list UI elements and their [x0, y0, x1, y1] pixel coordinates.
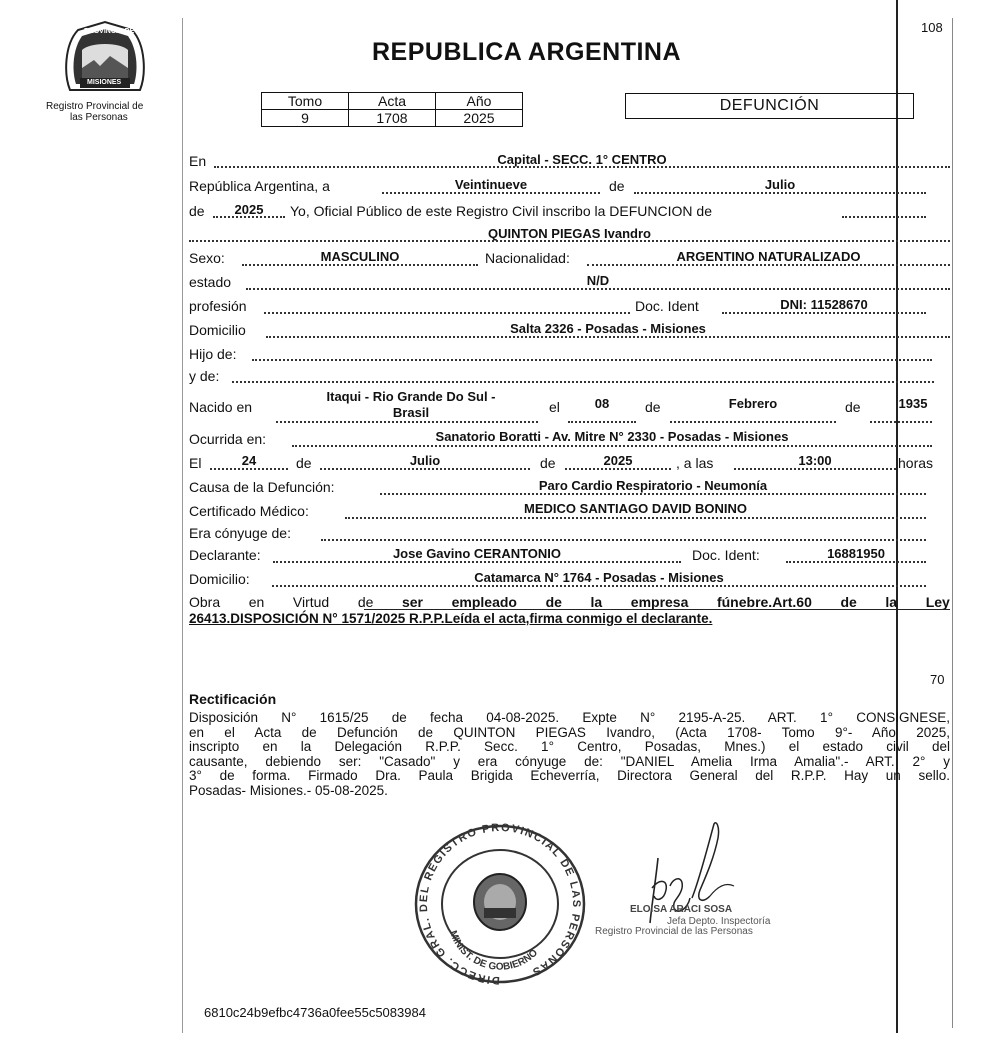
obra-word: Obra [189, 594, 221, 610]
stamp-inner-text: MINIST. DE GOBIERNO [447, 929, 541, 973]
estado-line [246, 288, 950, 290]
table-value-acta: 1708 [349, 110, 436, 127]
death-year-line [565, 468, 671, 470]
causa-value: Paro Cardio Respiratorio - Neumonía [538, 478, 768, 493]
doc-ident-label: Doc. Ident [635, 298, 699, 314]
rectificacion-line: 3° de forma. Firmado Dra. Paula Brigida Echeverría, Directora General del R.P.P. Hay un sello. [189, 768, 950, 784]
estado-label: estado [189, 274, 232, 290]
province-seal-logo [60, 20, 150, 96]
table-value-anio: 2025 [436, 110, 523, 127]
rectificacion-line: causante, debiendo ser: "Casado" y era cónyuge de: "DANIEL Amelia Irma Amalia".- ART. 2° y [189, 753, 950, 769]
obra-bold-word: ser [401, 594, 424, 610]
certificado-value: MEDICO SANTIAGO DAVID BONINO [524, 501, 747, 516]
month-line [634, 192, 926, 194]
causa-label: Causa de la Defunción: [189, 479, 335, 495]
obra-bold-word: empresa [630, 594, 689, 610]
nacido-label: Nacido en [189, 399, 253, 415]
death-time-line [734, 468, 896, 470]
domicilio-value-2: Catamarca N° 1764 - Posadas - Misiones [474, 570, 724, 585]
left-margin-line [182, 18, 183, 1033]
signer-org: Registro Provincial de las Personas [595, 926, 753, 937]
month-value: Julio [764, 177, 796, 192]
birth-day-value: 08 [594, 396, 610, 411]
year-value: 2025 [234, 202, 264, 217]
birth-month-value: Febrero [728, 396, 778, 411]
sexo-line [242, 264, 478, 266]
official-stamp [410, 822, 590, 987]
obra-word: de [357, 594, 374, 610]
record-type-box: DEFUNCIÓN [625, 93, 914, 119]
logo-caption-line1: Registro Provincial de [46, 101, 144, 112]
day-line [382, 192, 600, 194]
de-label-4: de [845, 399, 861, 415]
doc-ident-label-2: Doc. Ident: [692, 547, 760, 563]
ocurrida-value: Sanatorio Boratti - Av. Mitre N° 2330 - Posadas - Misiones [435, 429, 789, 444]
obra-bold-word: Ley [925, 594, 950, 610]
profesion-line [264, 312, 630, 314]
de-label-2: de [189, 203, 205, 219]
y-de-line [232, 381, 934, 383]
profesion-label: profesión [189, 298, 247, 314]
doc-ident-line [722, 312, 926, 314]
table-header-acta: Acta [349, 93, 436, 110]
obra-line-2: 26413.DISPOSICIÓN N° 1571/2025 R.P.P.Leída el acta,firma conmigo el declarante. [189, 611, 713, 626]
causa-line [380, 493, 926, 495]
day-words-value: Veintinueve [454, 177, 528, 192]
obra-bold-word: empleado [451, 594, 517, 610]
declarante-label: Declarante: [189, 547, 261, 563]
ocurrida-line [292, 445, 932, 447]
rectificacion-heading: Rectificación [189, 691, 277, 707]
birth-year-value: 1935 [898, 396, 928, 411]
horas-label: horas [898, 455, 934, 471]
domicilio-label-2: Domicilio: [189, 571, 250, 587]
table-header-tomo: Tomo [262, 93, 349, 110]
deceased-name: QUINTON PIEGAS Ivandro [487, 226, 651, 241]
obra-bold-word: de [840, 594, 857, 610]
obra-line-1-underline [364, 609, 950, 610]
nacionalidad-line [587, 264, 950, 266]
obra-bold-word: la [885, 594, 898, 610]
y-de-label: y de: [189, 368, 220, 384]
rectificacion-line: inscripto en la Delegación R.P.P. Secc. 1° Centro, Posadas, Mnes.) el estado civil del [189, 739, 950, 755]
de-label-5: de [296, 455, 312, 471]
certificado-line [345, 517, 926, 519]
death-day-value: 24 [241, 453, 257, 468]
obra-word: Virtud [292, 594, 330, 610]
birth-year-line [870, 421, 932, 423]
de-label-3: de [645, 399, 661, 415]
death-year-value: 2025 [603, 453, 633, 468]
nacionalidad-value: ARGENTINO NATURALIZADO [676, 249, 861, 264]
page-title: REPUBLICA ARGENTINA [372, 38, 682, 66]
doc-ident-value: DNI: 11528670 [780, 297, 868, 312]
de-label-6: de [540, 455, 556, 471]
death-day-line [210, 468, 288, 470]
nacionalidad-label: Nacionalidad: [485, 250, 570, 266]
de-label-1: de [609, 178, 625, 194]
domicilio-line [266, 336, 950, 338]
page-number: 108 [921, 20, 943, 35]
en-label: En [189, 153, 207, 169]
obra-word: en [248, 594, 265, 610]
sexo-value: MASCULINO [320, 249, 400, 264]
estado-value: N/D [586, 273, 610, 288]
logo-caption-line2: las Personas [70, 112, 128, 123]
rectificacion-line: en el Acta de Defunción de QUINTON PIEGAS Ivandro, (Acta 1708- Tomo 9°- Año 2025, [189, 724, 950, 740]
officer-line [842, 216, 926, 218]
obra-bold-word: de [545, 594, 562, 610]
domicilio-value: Salta 2326 - Posadas - Misiones [510, 321, 706, 336]
rectificacion-line: Posadas- Misiones.- 05-08-2025. [189, 782, 388, 798]
table-value-tomo: 9 [262, 110, 349, 127]
certificado-label: Certificado Médico: [189, 503, 309, 519]
birth-day-line [568, 421, 636, 423]
a-las-label: , a las [676, 455, 714, 471]
republica-label: República Argentina, a [189, 178, 330, 194]
birth-month-line [670, 421, 836, 423]
record-table [261, 92, 523, 127]
death-time-value: 13:00 [798, 453, 832, 468]
hijo-label: Hijo de: [189, 346, 237, 362]
rectificacion-line: Disposición N° 1615/25 de fecha 04-08-2025. Expte N° 2195-A-25. ART. 1° CONSIGNESE, [189, 710, 950, 725]
death-month-value: Julio [409, 453, 441, 468]
obra-bold-word: fúnebre.Art.60 [716, 594, 812, 610]
seal-text-top: PROVINCIA DE [84, 28, 135, 35]
rectificacion-text [189, 711, 950, 799]
seal-text-bottom: MISIONES [87, 79, 122, 86]
table-header-anio: Año [436, 93, 523, 110]
nacido-line [276, 421, 538, 423]
doc-ident-value-2: 16881950 [827, 546, 885, 561]
ocurrida-label: Ocurrida en: [189, 431, 267, 447]
officer-text: Yo, Oficial Público de este Registro Civil inscribo la DEFUNCION de [290, 203, 712, 219]
edge-line [952, 18, 953, 1028]
en-value: Capital - SECC. 1° CENTRO [497, 152, 667, 167]
domicilio-line-2 [272, 585, 926, 587]
stamp-outer-text: DIRECC. GRAL. DEL REGISTRO PROVINCIAL DE LAS PERSONAS [417, 822, 583, 987]
declarante-value: Jose Gavino CERANTONIO [392, 546, 562, 561]
document-hash: 6810c24b9efbc4736a0fee55c5083984 [204, 1005, 426, 1020]
domicilio-label: Domicilio [189, 322, 246, 338]
declarante-line [273, 561, 681, 563]
nacido-value-line2: Brasil [392, 405, 430, 420]
signer-name: ELOISA ARACI SOSA [630, 904, 733, 915]
obra-bold-word: la [590, 594, 603, 610]
death-month-line [320, 468, 530, 470]
conyuge-line [321, 539, 926, 541]
el-label-2: El [189, 455, 202, 471]
el-label: el [549, 399, 560, 415]
obra-line-1 [189, 594, 950, 610]
doc-ident-line-2 [786, 561, 926, 563]
sexo-label: Sexo: [189, 250, 225, 266]
hijo-line [252, 359, 932, 361]
side-number: 70 [930, 672, 945, 687]
nacido-value-line1: Itaqui - Rio Grande Do Sul - [326, 389, 496, 404]
conyuge-label: Era cónyuge de: [189, 525, 291, 541]
signer-role: Jefa Depto. Inspectoría [667, 916, 771, 927]
